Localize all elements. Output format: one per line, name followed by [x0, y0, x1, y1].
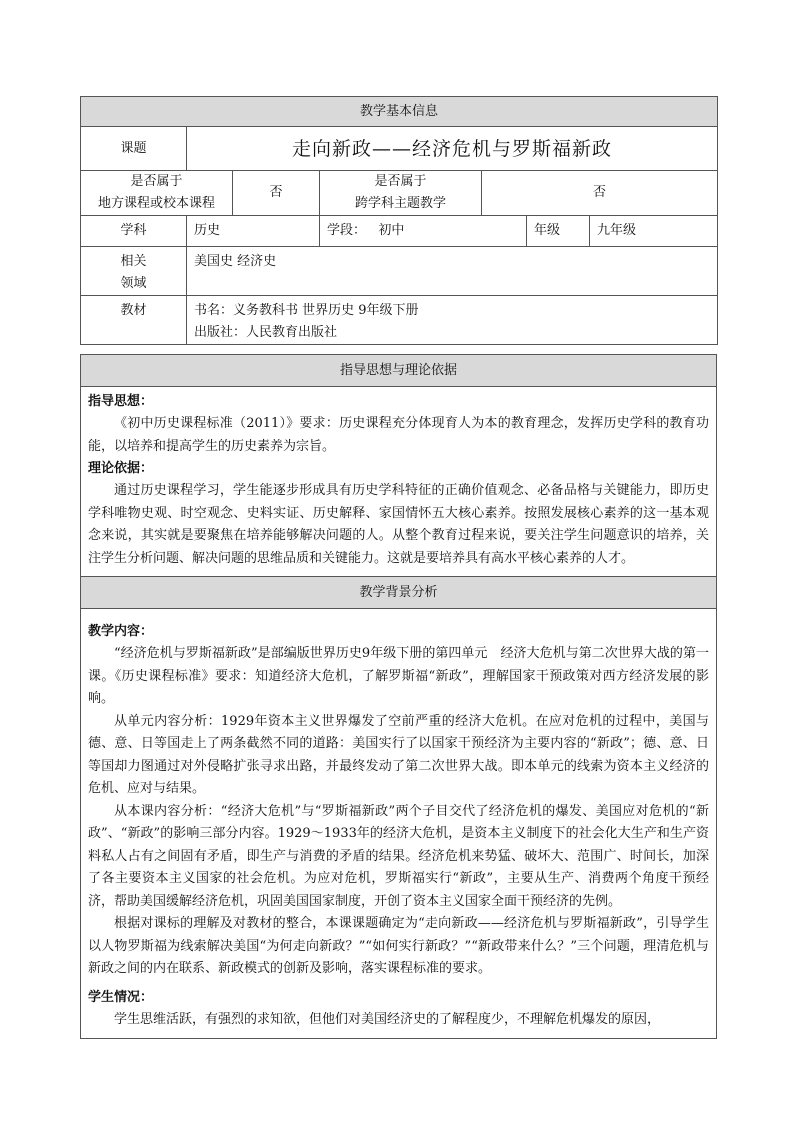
cross-subject-value: 否 — [482, 171, 718, 216]
local-course-value: 否 — [233, 171, 320, 216]
guide-section — [81, 387, 717, 577]
textbook-value — [187, 296, 718, 345]
guide-table — [80, 354, 717, 1039]
content-paragraph-2: 从单元内容分析：1929年资本主义世界爆发了空前严重的经济大危机。在应对危机的过程中，美国与德、意、日等国走上了两条截然不同的道路：美国实行了以国家干预经济为主要内容的“新政”；德、意、日等国却力图通过对外侵略扩张寻求出路，并最终发动了第二次世界大战。即本单元的线索为资本主义经济的危机、应对与结果。 — [88, 713, 709, 796]
field-label-line2: 领域 — [120, 276, 147, 291]
student-paragraph: 学生思维活跃，有强烈的求知欲，但他们对美国经济史的了解程度少，不理解危机爆发的原因， — [114, 1011, 661, 1027]
teaching-content-title: 教学内容： — [88, 624, 154, 639]
basic-info-header: 教学基本信息 — [81, 97, 718, 127]
stage-cell — [320, 216, 527, 247]
background-header: 教学背景分析 — [81, 577, 717, 609]
stage-label: 学段： — [327, 223, 367, 238]
stage-value: 初中 — [378, 223, 405, 238]
background-section — [81, 609, 717, 1039]
grade-value: 九年级 — [590, 216, 718, 247]
field-label — [81, 247, 187, 296]
guide-header: 指导思想与理论依据 — [81, 355, 717, 387]
theory-basis-text: 通过历史课程学习，学生能逐步形成具有历史学科特征的正确价值观念、必备品格与关键能力，即历史学科唯物史观、时空观念、史料实证、历史解释、家国情怀五大核心素养。按照发展核心素养的这一基本观念来说，其实就是要聚焦在培养能够解决问题的人。从整个教育过程来说，要关注学生问题意识的培养，关注学生分析问题、解决问题的思维品质和关键能力。这就是要培养具有高水平核心素养的人才。 — [88, 483, 709, 566]
field-label-line1: 相关 — [120, 254, 147, 269]
subject-value: 历史 — [187, 216, 320, 247]
content-paragraph-4: 根据对课标的理解及对教材的整合，本课课题确定为“走向新政——经济危机与罗斯福新政”，引导学生以人物罗斯福为线索解决美国“为何走向新政？”“如何实行新政？”“新政带来什么？”三个问题，理清危机与新政之间的内在联系、新政模式的创新及影响，落实课程标准的要求。 — [88, 916, 709, 976]
student-situation-title: 学生情况： — [88, 989, 154, 1005]
content-paragraph-3: 从本课内容分析：“经济大危机”与“罗斯福新政”两个子目交代了经济危机的爆发、美国应对危机的“新政”、“新政”的影响三部分内容。1929～1933年的经济大危机，是资本主义制度下的社会化大生产和生产资料私人占有之间固有矛盾，即生产与消费的矛盾的结果。经济危机来势猛、破坏大、范围广、时间长，加深了各主要资本主义国家的社会危机。为应对危机，罗斯福实行“新政”，主要从生产、消费两个角度干预经济，帮助美国缓解经济危机，巩固美国国家制度，开创了资本主义国家全面干预经济的先例。 — [88, 803, 709, 909]
basic-info-table — [80, 96, 718, 345]
textbook-publisher: 出版社：人民教育出版社 — [194, 325, 338, 340]
grade-label: 年级 — [527, 216, 590, 247]
local-course-label-line2: 地方课程或校本课程 — [97, 196, 215, 211]
cross-subject-label-line1: 是否属于 — [374, 174, 427, 189]
field-value: 美国史 经济史 — [187, 247, 718, 296]
content-paragraph-1: “经济危机与罗斯福新政”是部编版世界历史9年级下册的第四单元 经济大危机与第二次世界大战的第一课。《历史课程标准》要求：知道经济大危机，了解罗斯福“新政”，理解国家干预政策对西方经济发展的影响。 — [88, 646, 709, 706]
textbook-label: 教材 — [81, 296, 187, 345]
theory-basis-title: 理论依据： — [88, 461, 154, 476]
cross-subject-label-line2: 跨学科主题教学 — [354, 196, 446, 211]
local-course-label-line1: 是否属于 — [130, 174, 183, 189]
topic-value: 走向新政——经济危机与罗斯福新政 — [187, 127, 718, 171]
guiding-thought-text: 《初中历史课程标准（2011）》要求：历史课程充分体现育人为本的教育理念，发挥历史学科的教育功能，以培养和提高学生的历史素养为宗旨。 — [88, 416, 709, 454]
topic-label: 课题 — [81, 127, 187, 171]
guiding-thought-title: 指导思想： — [88, 394, 154, 409]
local-course-label — [81, 171, 233, 216]
cross-subject-label — [320, 171, 482, 216]
subject-label: 学科 — [81, 216, 187, 247]
textbook-name: 书名：义务教科书 世界历史 9年级下册 — [194, 303, 419, 318]
